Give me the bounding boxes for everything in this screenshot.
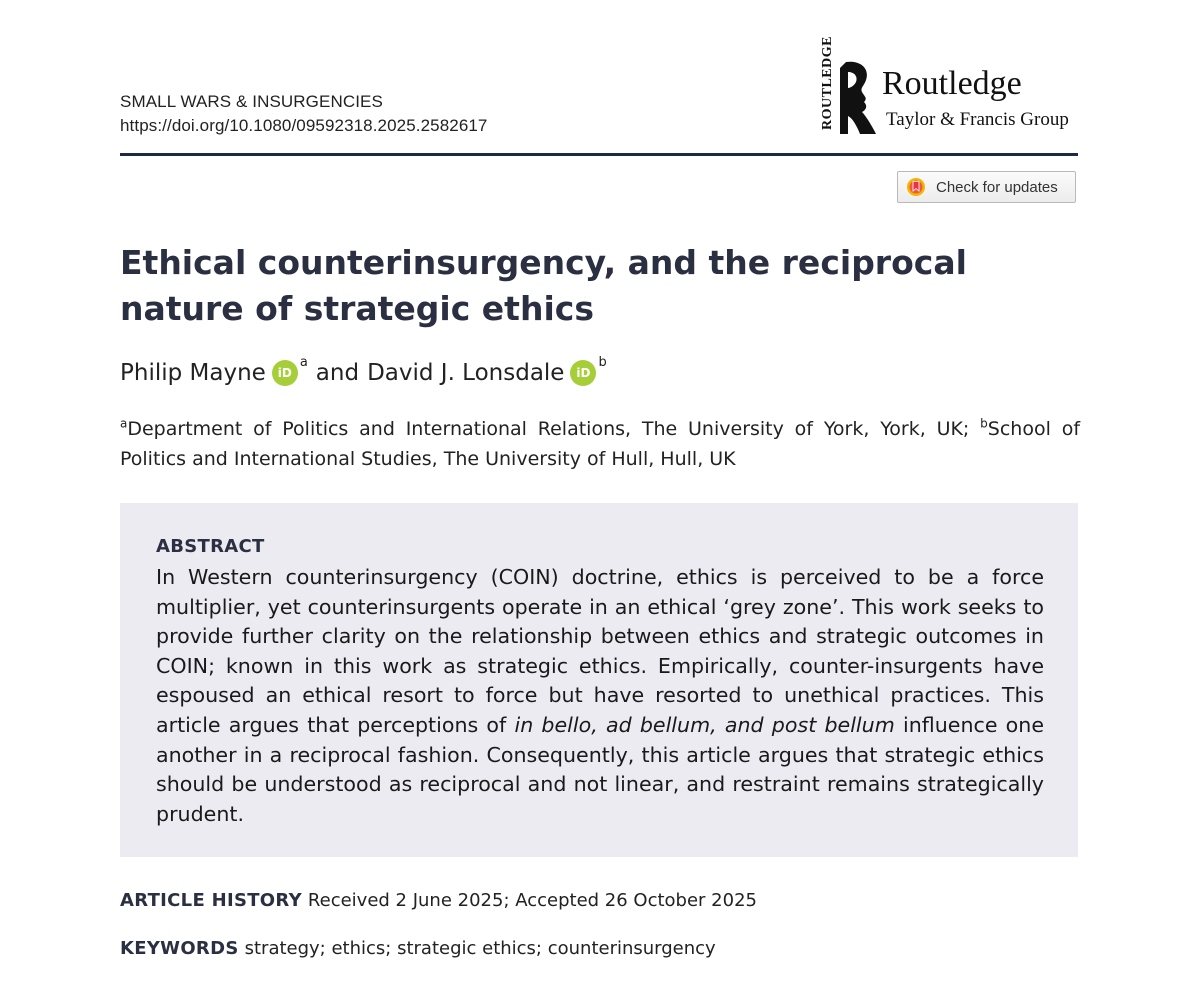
keywords-label: KEYWORDS xyxy=(120,938,239,959)
abstract-body xyxy=(156,563,1044,829)
publisher-group: Taylor & Francis Group xyxy=(886,109,1069,130)
article-history-label: ARTICLE HISTORY xyxy=(120,890,302,911)
orcid-icon[interactable]: iD xyxy=(570,360,596,386)
author-joiner: and xyxy=(315,360,360,386)
affiliation-marker: b xyxy=(980,416,988,431)
affiliation-marker: a xyxy=(120,416,128,431)
author-affiliation-marker: a xyxy=(299,355,308,370)
journal-name: SMALL WARS & INSURGENCIES xyxy=(120,92,383,111)
keywords xyxy=(120,936,716,962)
header-divider xyxy=(120,153,1078,156)
article-history xyxy=(120,888,757,914)
affiliations xyxy=(120,414,1080,474)
author-list xyxy=(120,357,607,389)
check-for-updates-button[interactable] xyxy=(897,171,1076,203)
publisher-name: Routledge xyxy=(882,65,1022,102)
publisher-vertical-text: ROUTLEDGE xyxy=(820,36,835,130)
crossmark-icon xyxy=(906,177,926,197)
author-affiliation-marker: b xyxy=(598,355,607,370)
check-for-updates-label: Check for updates xyxy=(936,178,1058,196)
affiliation-text: Department of Politics and International Relations, The University of York, York, UK; xyxy=(127,418,970,440)
publisher-logo xyxy=(808,36,1088,138)
abstract-text-part: influence one another in a reciprocal fashion. Consequently, this article argues that strategic ethics should be understood as reciprocal and not linear, and restraint remains strategically prudent. xyxy=(156,712,1044,826)
abstract-italic-terms: in bello, ad bellum, and post bellum xyxy=(514,712,895,737)
article-history-text: Received 2 June 2025; Accepted 26 October 2025 xyxy=(307,890,757,911)
orcid-icon[interactable]: iD xyxy=(272,360,298,386)
abstract-heading: ABSTRACT xyxy=(156,536,265,557)
routledge-profile-icon xyxy=(838,60,878,136)
affiliation-text: School of Politics and International Studies, The University of Hull, Hull, UK xyxy=(120,418,1081,470)
author-name[interactable]: David J. Lonsdale xyxy=(367,360,565,386)
keywords-text: strategy; ethics; strategic ethics; counterinsurgency xyxy=(244,938,716,959)
author-name[interactable]: Philip Mayne xyxy=(120,360,266,386)
doi-link[interactable]: https://doi.org/10.1080/09592318.2025.2582617 xyxy=(120,116,488,135)
abstract-text-part: In Western counterinsurgency (COIN) doctrine, ethics is perceived to be a force multiplier, yet counterinsurgents operate in an ethical ‘grey zone’. This work seeks to provide further clarity on the relationship between ethics and strategic outcomes in COIN; known in this work as strategic ethics. Empirically, counter-insurgents have espoused an ethical resort to force but have resorted to unethical practices. This article argues that perceptions of xyxy=(156,565,1044,737)
article-title: Ethical counterinsurgency, and the reciprocal nature of strategic ethics xyxy=(120,243,967,328)
journal-header xyxy=(120,90,488,138)
